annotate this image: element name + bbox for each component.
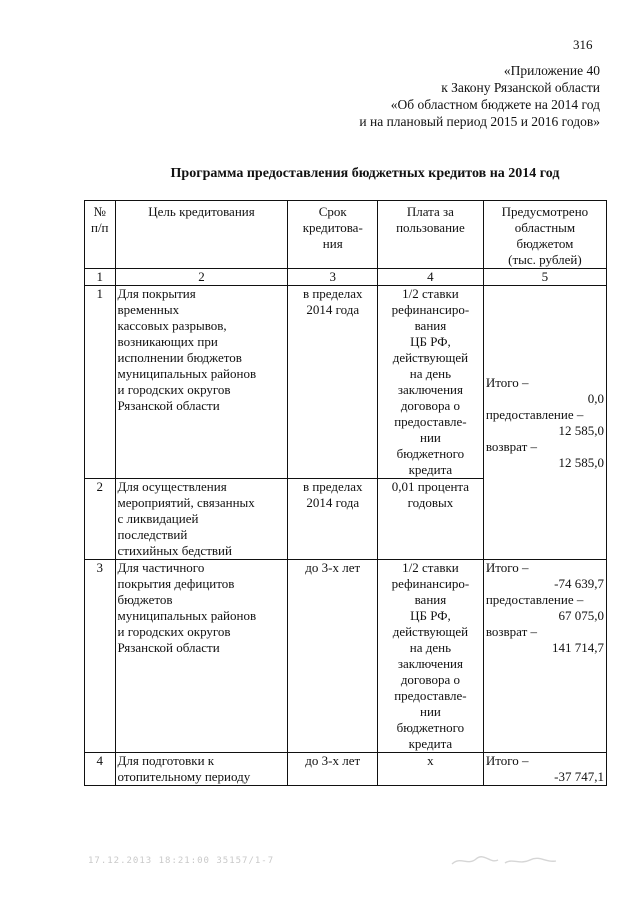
column-number-row bbox=[85, 269, 607, 286]
total-value: 0,0 bbox=[587, 390, 604, 406]
row-term: в пределах 2014 года bbox=[288, 286, 378, 479]
row-term: до 3-х лет bbox=[288, 560, 378, 753]
header-term: Срок кредитова- ния bbox=[288, 201, 378, 269]
document-title: Программа предоставления бюджетных кредитов на 2014 год bbox=[170, 166, 560, 181]
appendix-line: к Закону Рязанской области bbox=[441, 80, 600, 95]
header-goal: Цель кредитования bbox=[115, 201, 288, 269]
signature-mark bbox=[450, 854, 560, 868]
row-fee: 0,01 процента годовых bbox=[378, 479, 484, 560]
row-number: 2 bbox=[85, 479, 116, 560]
total-label: Итого – bbox=[485, 560, 529, 575]
header-budget: Предусмотрено областным бюджетом (тыс. рублей) bbox=[483, 201, 606, 269]
page-number: 316 bbox=[573, 37, 593, 52]
return-value: 141 714,7 bbox=[552, 640, 604, 655]
return-label: возврат – bbox=[485, 624, 538, 639]
row-number: 4 bbox=[85, 753, 116, 786]
budget-credit-table bbox=[84, 200, 607, 786]
row-goal: Для покрытия временных кассовых разрывов, возникающих при исполнении бюджетов муниципальных районов и городских округов Рязанской области bbox=[115, 286, 288, 479]
appendix-line: и на плановый период 2015 и 2016 годов» bbox=[359, 114, 600, 129]
row-goal: Для осуществления мероприятий, связанных с ликвидацией последствий стихийных бедствий bbox=[115, 479, 288, 560]
column-number: 4 bbox=[378, 269, 484, 286]
row-fee: х bbox=[378, 753, 484, 786]
footer-stamp: 17.12.2013 18:21:00 35157/1-7 bbox=[88, 856, 275, 866]
provision-value: 12 585,0 bbox=[558, 422, 604, 438]
total-label: Итого – bbox=[485, 753, 529, 768]
column-number: 1 bbox=[85, 269, 116, 286]
row-funding bbox=[483, 753, 606, 786]
header-num: № п/п bbox=[85, 201, 116, 269]
total-label: Итого – bbox=[485, 374, 529, 390]
return-value: 12 585,0 bbox=[558, 454, 604, 470]
provision-label: предоставление – bbox=[485, 592, 584, 607]
row-fee: 1/2 ставки рефинансиро- вания ЦБ РФ, действующей на день заключения договора о предоставле- нии бюджетного кредита bbox=[378, 286, 484, 479]
table-row bbox=[85, 286, 607, 479]
table-header-row bbox=[85, 201, 607, 269]
row-number: 3 bbox=[85, 560, 116, 753]
table-row bbox=[85, 560, 607, 753]
row-funding bbox=[483, 286, 606, 560]
header-fee: Плата за пользование bbox=[378, 201, 484, 269]
return-label: возврат – bbox=[485, 438, 538, 454]
column-number: 3 bbox=[288, 269, 378, 286]
table-row bbox=[85, 753, 607, 786]
provision-label: предоставление – bbox=[485, 406, 584, 422]
row-goal: Для частичного покрытия дефицитов бюджетов муниципальных районов и городских округов Рязанской области bbox=[115, 560, 288, 753]
provision-value: 67 075,0 bbox=[558, 608, 604, 623]
row-term: до 3-х лет bbox=[288, 753, 378, 786]
column-number: 2 bbox=[115, 269, 288, 286]
appendix-line: «Об областном бюджете на 2014 год bbox=[390, 97, 600, 112]
total-value: -37 747,1 bbox=[554, 769, 604, 784]
row-funding bbox=[483, 560, 606, 753]
row-fee: 1/2 ставки рефинансиро- вания ЦБ РФ, действующей на день заключения договора о предоставле- нии бюджетного кредита bbox=[378, 560, 484, 753]
row-number: 1 bbox=[85, 286, 116, 479]
total-value: -74 639,7 bbox=[554, 576, 604, 591]
row-goal: Для подготовки к отопительному периоду bbox=[115, 753, 288, 786]
appendix-line: «Приложение 40 bbox=[503, 63, 600, 78]
row-term: в пределах 2014 года bbox=[288, 479, 378, 560]
column-number: 5 bbox=[483, 269, 606, 286]
appendix-header bbox=[260, 62, 600, 130]
